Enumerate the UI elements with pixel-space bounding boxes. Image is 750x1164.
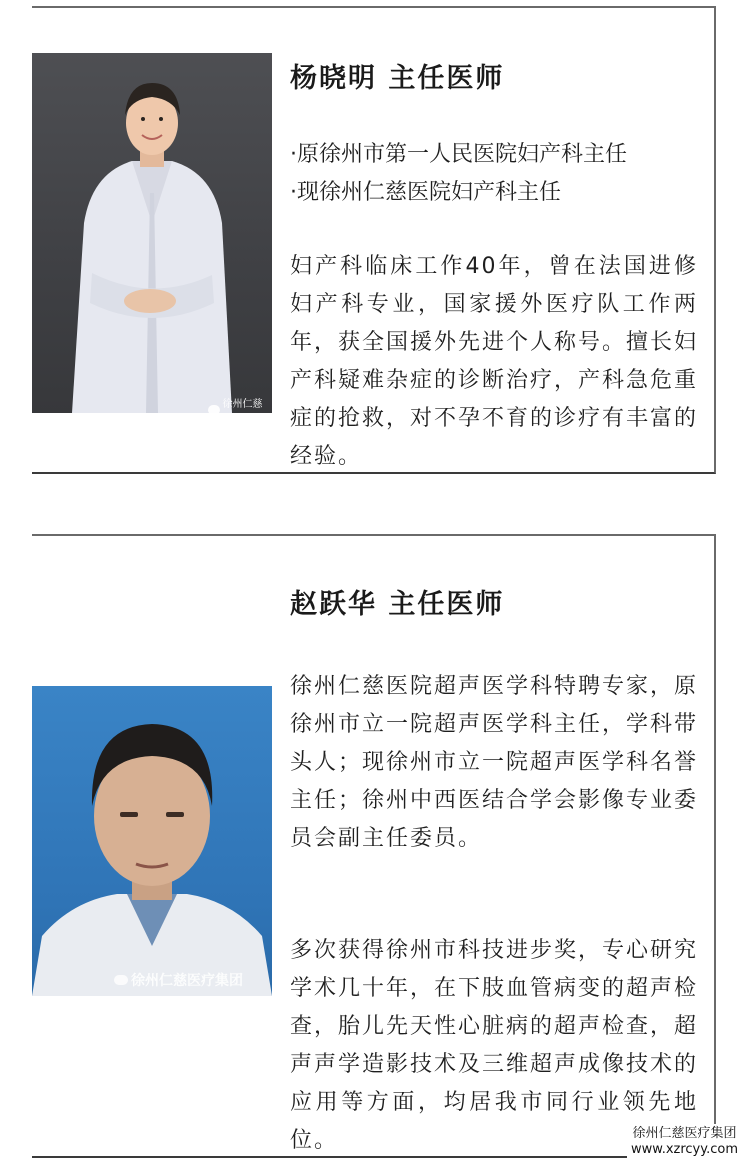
photo-watermark-text: 徐州仁慈医疗集团 [131,973,243,989]
site-watermark-name: 徐州仁慈医疗集团 [632,1126,737,1141]
doctor-positions [290,136,627,212]
doctor-bio: 妇产科临床工作40年，曾在法国进修妇产科专业，国家援外医疗队工作两年，获全国援外先进个人称号。擅长妇产科疑难杂症的诊断治疗，产科急危重症的抢救，对不孕不育的诊疗有丰富的经验。 [290,254,699,469]
doctor-portrait-illustration [32,53,272,413]
wechat-icon [114,975,128,985]
doctor-photo-yang [32,53,272,425]
doctor-achievements: 多次获得徐州市科技进步奖，专心研究学术几十年，在下肢血管病变的超声检查，胎儿先天性心脏病的超声检查，超声声学造影技术及三维超声成像技术的应用等方面，均居我市同行业领先地位。 [290,938,699,1153]
doctor-portrait-illustration [32,686,272,996]
photo-watermark-text: 徐州仁慈妇产 [222,399,263,425]
doctor-card-yang [32,6,716,474]
photo-watermark [208,395,272,425]
position-item: ·原徐州市第一人民医院妇产科主任 [290,142,627,167]
photo-watermark [114,970,243,990]
doctor-photo-zhao [32,686,272,996]
doctor-card-zhao [32,534,716,1158]
site-watermark [627,1124,742,1160]
wechat-icon [208,405,220,415]
doctor-bio: 徐州仁慈医院超声医学科特聘专家，原徐州市立一院超声医学科主任，学科带头人；现徐州市立一院超声医学科名誉主任；徐州中西医结合学会影像专业委员会副主任委员。 [290,674,699,851]
position-item: ·现徐州仁慈医院妇产科主任 [290,180,561,205]
doctor-name-title: 赵跃华 主任医师 [290,589,505,620]
doctor-name-title: 杨晓明 主任医师 [290,63,505,94]
site-watermark-url: www.xzrcyy.com [631,1142,738,1157]
